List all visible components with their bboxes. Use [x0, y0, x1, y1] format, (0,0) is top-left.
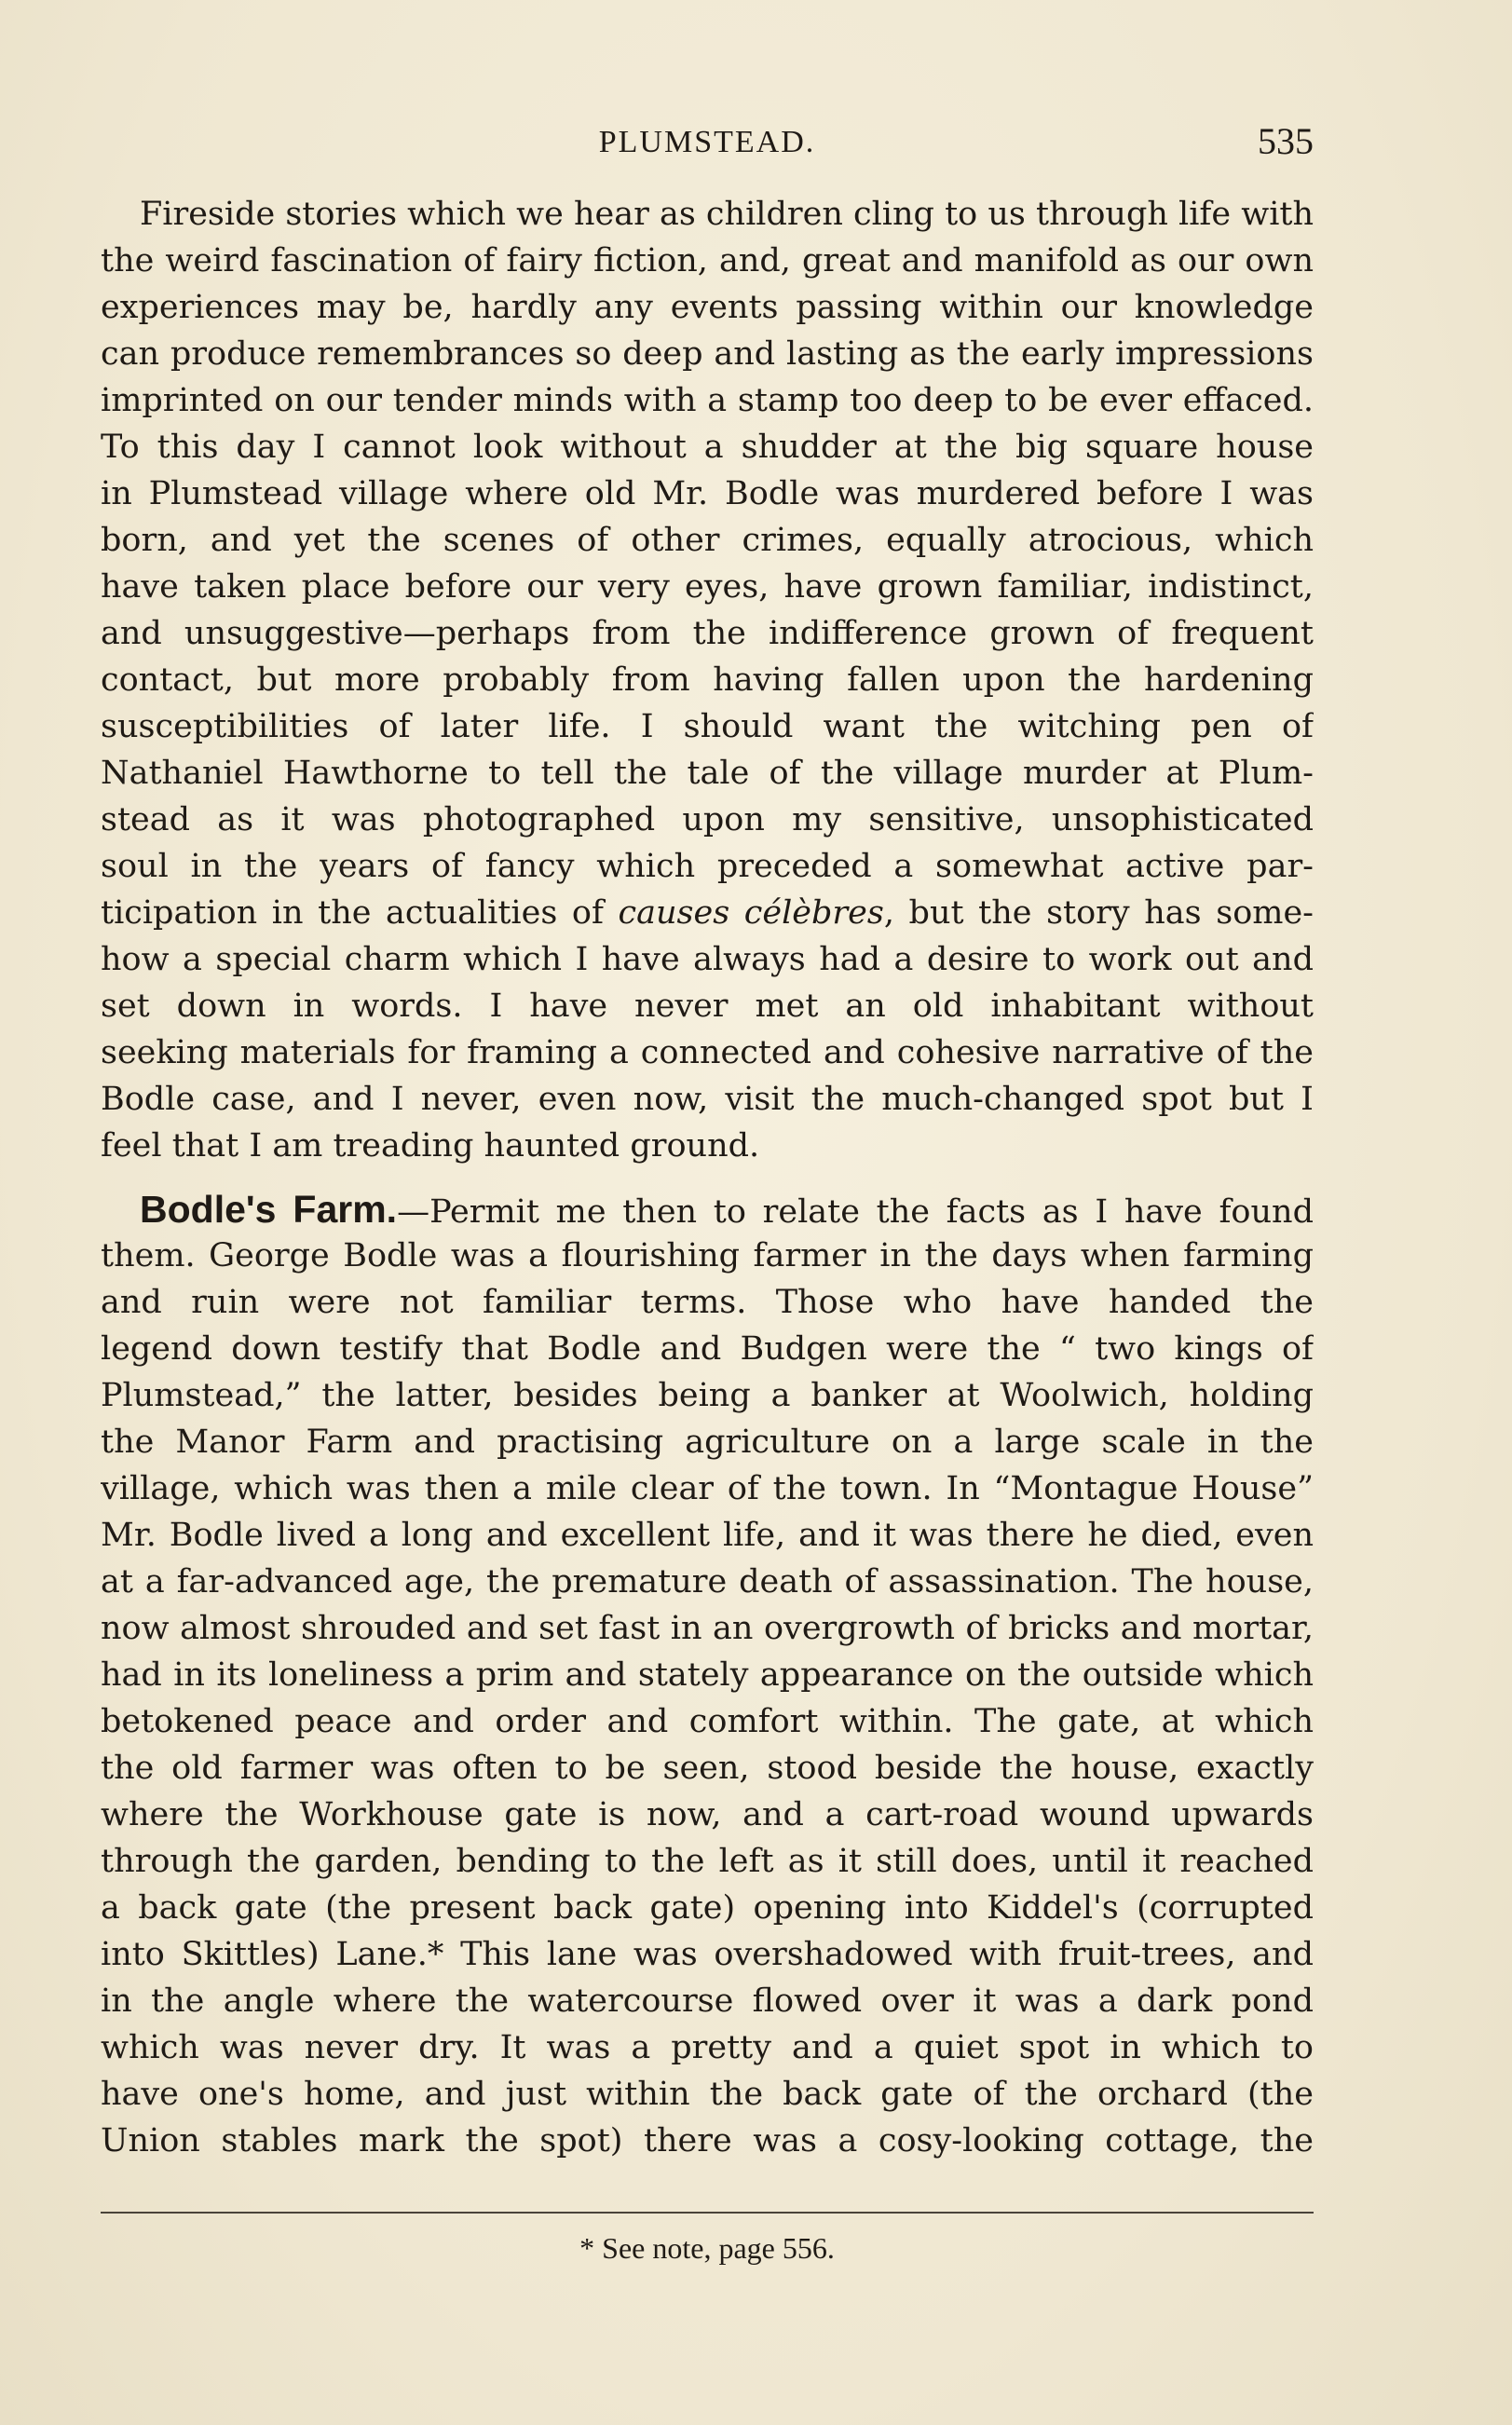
text-line: in the angle where the watercourse flowed over it was a dark pond	[101, 1982, 1314, 2020]
text-line: feel that I am treading haunted ground.	[101, 1127, 760, 1165]
text-line: and ruin were not familiar terms. Those who have handed the	[101, 1284, 1314, 1321]
text-line: soul in the years of fancy which preceded a somewhat active par-	[101, 848, 1314, 885]
text-line: Bodle case, and I never, even now, visit the much-changed spot but I	[101, 1081, 1314, 1118]
text-line: the old farmer was often to be seen, stood beside the house, exactly	[101, 1750, 1314, 1787]
text-line: Mr. Bodle lived a long and excellent life, and it was there he died, even	[101, 1517, 1314, 1554]
text-line-with-heading	[101, 1186, 1314, 1233]
text-line: Plumstead,” the latter, besides being a banker at Woolwich, holding	[101, 1377, 1314, 1414]
text-line: betokened peace and order and comfort within. The gate, at which	[101, 1703, 1314, 1740]
text-line: through the garden, bending to the left as it still does, until it reached	[101, 1843, 1314, 1880]
text-line: a back gate (the present back gate) opening into Kiddel's (corrupted	[101, 1889, 1314, 1927]
text-line: have one's home, and just within the back gate of the orchard (the	[101, 2076, 1314, 2113]
text-line: and unsuggestive—perhaps from the indifference grown of frequent	[101, 615, 1314, 652]
footnote-rule	[101, 2212, 1314, 2214]
text-line: Union stables mark the spot) there was a cosy-looking cottage, the	[101, 2122, 1314, 2159]
line-part: ticipation in the actualities of	[101, 894, 604, 932]
text-line: the Manor Farm and practising agriculture on a large scale in the	[101, 1424, 1314, 1461]
text-line: set down in words. I have never met an old inhabitant without	[101, 988, 1314, 1025]
line-part: —Permit me then to relate the facts as I have found	[397, 1193, 1314, 1231]
text-line: seeking materials for framing a connected and cohesive narrative of the	[101, 1034, 1314, 1071]
italic-phrase: causes célèbres	[618, 894, 884, 932]
text-line: To this day I cannot look without a shudder at the big square house	[101, 429, 1314, 466]
text-line: born, and yet the scenes of other crimes, equally atrocious, which	[101, 522, 1314, 559]
text-line: Nathaniel Hawthorne to tell the tale of the village murder at Plum-	[101, 755, 1314, 792]
section-heading: Bodle's Farm.	[140, 1188, 398, 1231]
text-line: in Plumstead village where old Mr. Bodle was murdered before I was	[101, 475, 1314, 512]
text-line-with-italic	[101, 890, 1314, 936]
text-line: stead as it was photographed upon my sensitive, unsophisticated	[101, 801, 1314, 838]
running-head	[101, 119, 1314, 166]
text-line: susceptibilities of later life. I should want the witching pen of	[101, 708, 1314, 745]
text-line: the weird fascination of fairy fiction, and, great and manifold as our own	[101, 242, 1314, 279]
text-line: where the Workhouse gate is now, and a cart-road wound upwards	[101, 1796, 1314, 1833]
paragraph-gap	[101, 1169, 1314, 1186]
text-line: can produce remembrances so deep and lasting as the early impressions	[101, 335, 1314, 373]
running-title: PLUMSTEAD.	[598, 125, 816, 159]
text-line: had in its loneliness a prim and stately appearance on the outside which	[101, 1656, 1314, 1694]
text-line: legend down testify that Bodle and Budgen were the “ two kings of	[101, 1330, 1314, 1368]
page-number: 535	[1258, 120, 1314, 162]
text-line: Fireside stories which we hear as children cling to us through life with	[140, 196, 1314, 233]
text-line: village, which was then a mile clear of the town. In “Montague House”	[101, 1470, 1314, 1507]
text-line: contact, but more probably from having fallen upon the hardening	[101, 661, 1314, 699]
text-line: now almost shrouded and set fast in an overgrowth of bricks and mortar,	[101, 1610, 1314, 1647]
text-line: how a special charm which I have always had a desire to work out and	[101, 941, 1314, 978]
body-text	[101, 191, 1314, 2164]
text-line: have taken place before our very eyes, have grown familiar, indistinct,	[101, 568, 1314, 606]
line-part: , but the story has some-	[883, 894, 1314, 932]
text-line: into Skittles) Lane.* This lane was overshadowed with fruit-trees, and	[101, 1936, 1314, 1973]
text-line: which was never dry. It was a pretty and a quiet spot in which to	[101, 2029, 1314, 2066]
text-line: imprinted on our tender minds with a stamp too deep to be ever effaced.	[101, 382, 1314, 419]
text-line: experiences may be, hardly any events passing within our knowledge	[101, 289, 1314, 326]
text-line: at a far-advanced age, the premature death of assassination. The house,	[101, 1563, 1314, 1601]
text-line: them. George Bodle was a flourishing farmer in the days when farming	[101, 1237, 1314, 1274]
footnote: * See note, page 556.	[579, 2231, 835, 2265]
